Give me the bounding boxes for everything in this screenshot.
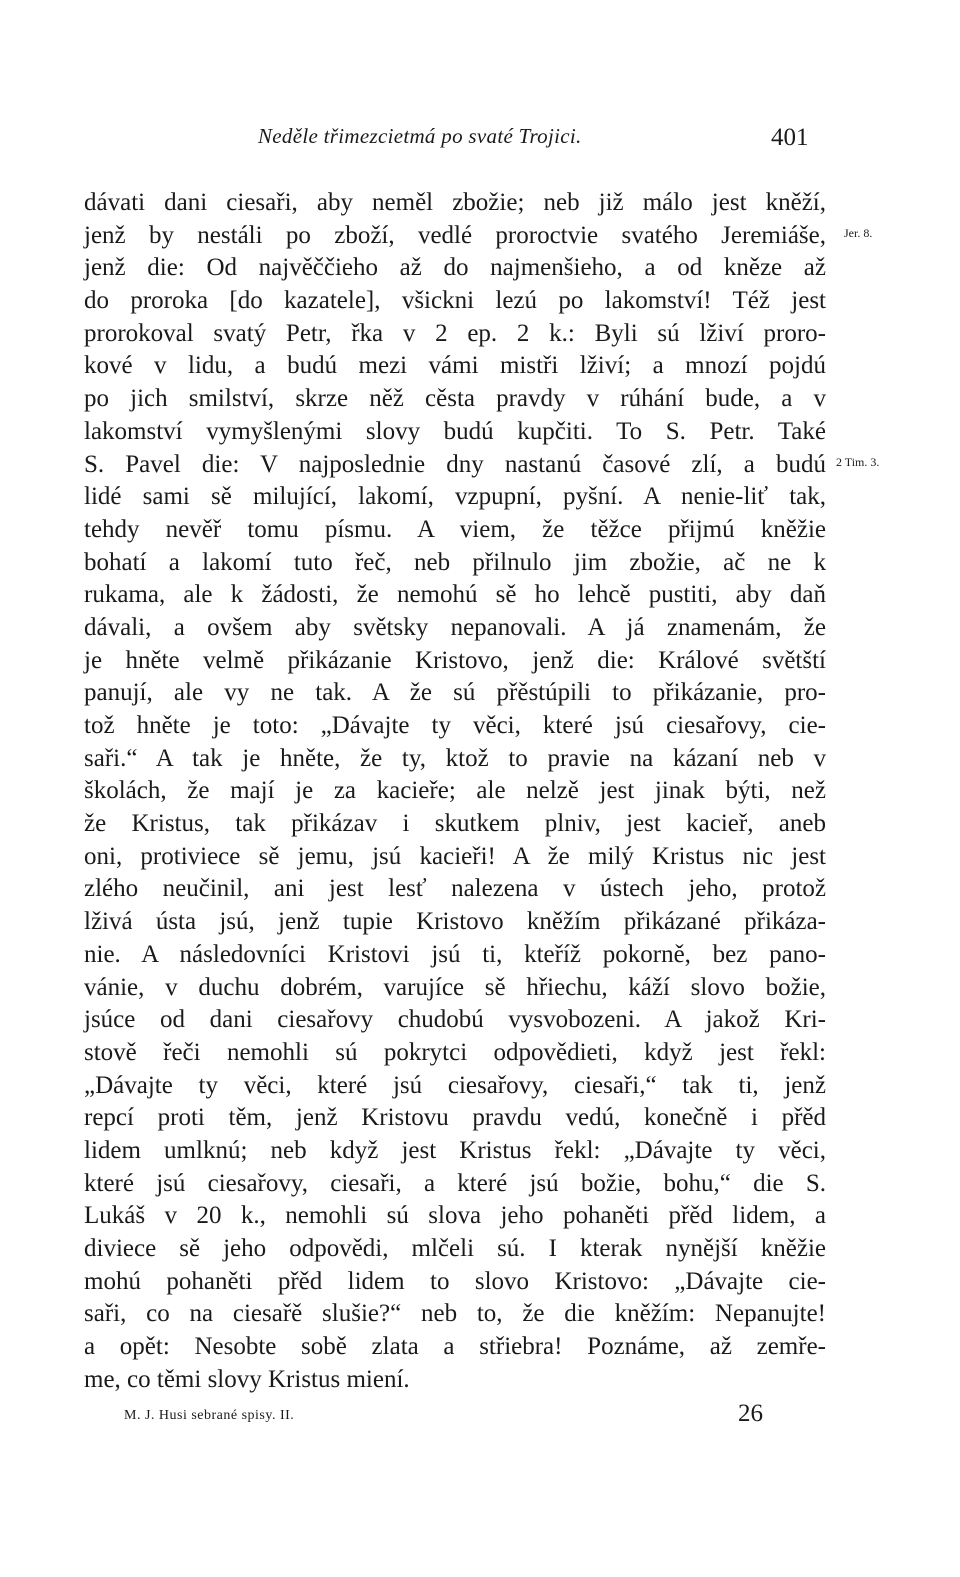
running-head-title: Neděle třimezcietmá po svaté Trojici. — [258, 124, 582, 148]
text-line: lživá ústa jsú, jenž tupie Kristovo kněžím přikázané přikáza- — [84, 908, 826, 936]
text-line: mohú pohaněti přěd lidem to slovo Kristovo: „Dávajte cie- — [84, 1267, 826, 1295]
text-line: jsúce od dani ciesařovy chudobú vysvobozeni. A jakož Kri- — [84, 1006, 826, 1034]
text-line: dávati dani ciesaři, aby neměl zbožie; neb již málo jest kněží, — [84, 189, 826, 216]
footer-signature: M. J. Husi sebrané spisy. II. — [124, 1408, 295, 1423]
text-line: vánie, v duchu dobrém, varujíce sě hřiechu, káží slovo božie, — [84, 973, 826, 1001]
text-line: tehdy nevěř tomu písmu. A viem, že těžce přijmú kněžie — [84, 515, 826, 543]
margin-note-timothy: 2 Tim. 3. — [836, 455, 880, 469]
text-line: „Dávajte ty věci, které jsú ciesařovy, ciesaři,“ tak ti, jenž — [84, 1071, 826, 1099]
page-number: 401 — [771, 124, 809, 151]
text-line: které jsú ciesařovy, ciesaři, a které jsú božie, bohu,“ die S. — [84, 1169, 826, 1197]
text-line: panují, ale vy ne tak. A že sú přěstúpili to přikázanie, pro- — [84, 679, 826, 707]
text-line: školách, že mají je za kacieře; ale nelzě jest jinak býti, než — [84, 777, 826, 805]
text-line: bohatí a lakomí tuto řeč, neb přilnulo jim zbožie, ač ne k — [84, 548, 826, 576]
text-line: je hněte velmě přikázanie Kristovo, jenž die: Králové světští — [84, 646, 826, 674]
text-line: prorokoval svatý Petr, řka v 2 ep. 2 k.: Byli sú lživí proro- — [84, 319, 826, 347]
text-line: me, co těmi slovy Kristus miení. — [84, 1365, 410, 1393]
text-line: po jich smilství, skrze něž cěsta pravdy v rúhání bude, a v — [84, 385, 826, 413]
text-line: lidé sami sě milující, lakomí, vzpupní, pyšní. A nenie-liť tak, — [84, 483, 826, 511]
text-line: S. Pavel die: V najposlednie dny nastanú časové zlí, a budú — [84, 450, 826, 478]
text-line: nie. A následovníci Kristovi jsú ti, kteříž pokorně, bez pano- — [84, 940, 826, 968]
text-line: rukama, ale k žádosti, že nemohú sě ho lehcě pustiti, aby daň — [84, 581, 826, 609]
text-line: lidem umlknú; neb když jest Kristus řekl: „Dávajte ty věci, — [84, 1136, 826, 1164]
text-line: zlého neučinil, ani jest lesť nalezena v ústech jeho, protož — [84, 875, 826, 903]
text-line: saři.“ A tak je hněte, že ty, ktož to pravie na kázaní neb v — [84, 744, 826, 772]
text-line: stově řeči nemohli sú pokrytci odpovědieti, když jest řekl: — [84, 1038, 826, 1066]
text-line: že Kristus, tak přikázav i skutkem plniv, jest kacieř, aneb — [84, 810, 826, 838]
text-line: a opět: Nesobte sobě zlata a střiebra! Poznáme, až zemře- — [84, 1333, 826, 1361]
body-text — [84, 187, 826, 1396]
text-line: kové v lidu, a budú mezi vámi mistři lživí; a mnozí pojdú — [84, 352, 826, 380]
text-line: saři, co na ciesařě slušie?“ neb to, že die kněžím: Nepanujte! — [84, 1300, 826, 1328]
footer-sheet-number: 26 — [738, 1400, 763, 1427]
text-line: tož hněte je toto: „Dávajte ty věci, které jsú ciesařovy, cie- — [84, 712, 826, 739]
text-line: lakomství vymyšlenými slovy budú kupčiti. To S. Petr. Také — [84, 417, 826, 445]
text-line: do proroka [do kazatele], všickni lezú po lakomství! Též jest — [84, 287, 826, 315]
margin-note-jeremiah: Jer. 8. — [844, 226, 873, 240]
text-line: jenž by nestáli po zboží, vedlé proroctvie svatého Jeremiáše, — [84, 221, 826, 249]
text-line: diviece sě jeho odpovědi, mlčeli sú. I kterak nynější kněžie — [84, 1235, 826, 1262]
text-line: Lukáš v 20 k., nemohli sú slova jeho pohaněti přěd lidem, a — [84, 1202, 826, 1230]
text-line: dávali, a ovšem aby světsky nepanovali. A já znamenám, že — [84, 613, 826, 641]
text-line: repcí proti těm, jenž Kristovu pravdu vedú, konečně i přěd — [84, 1104, 826, 1132]
text-line: jenž die: Od najvěččieho až do najmenšieho, a od kněze až — [84, 254, 826, 282]
text-line: oni, protiviece sě jemu, jsú kacieři! A že milý Kristus nic jest — [84, 842, 826, 870]
